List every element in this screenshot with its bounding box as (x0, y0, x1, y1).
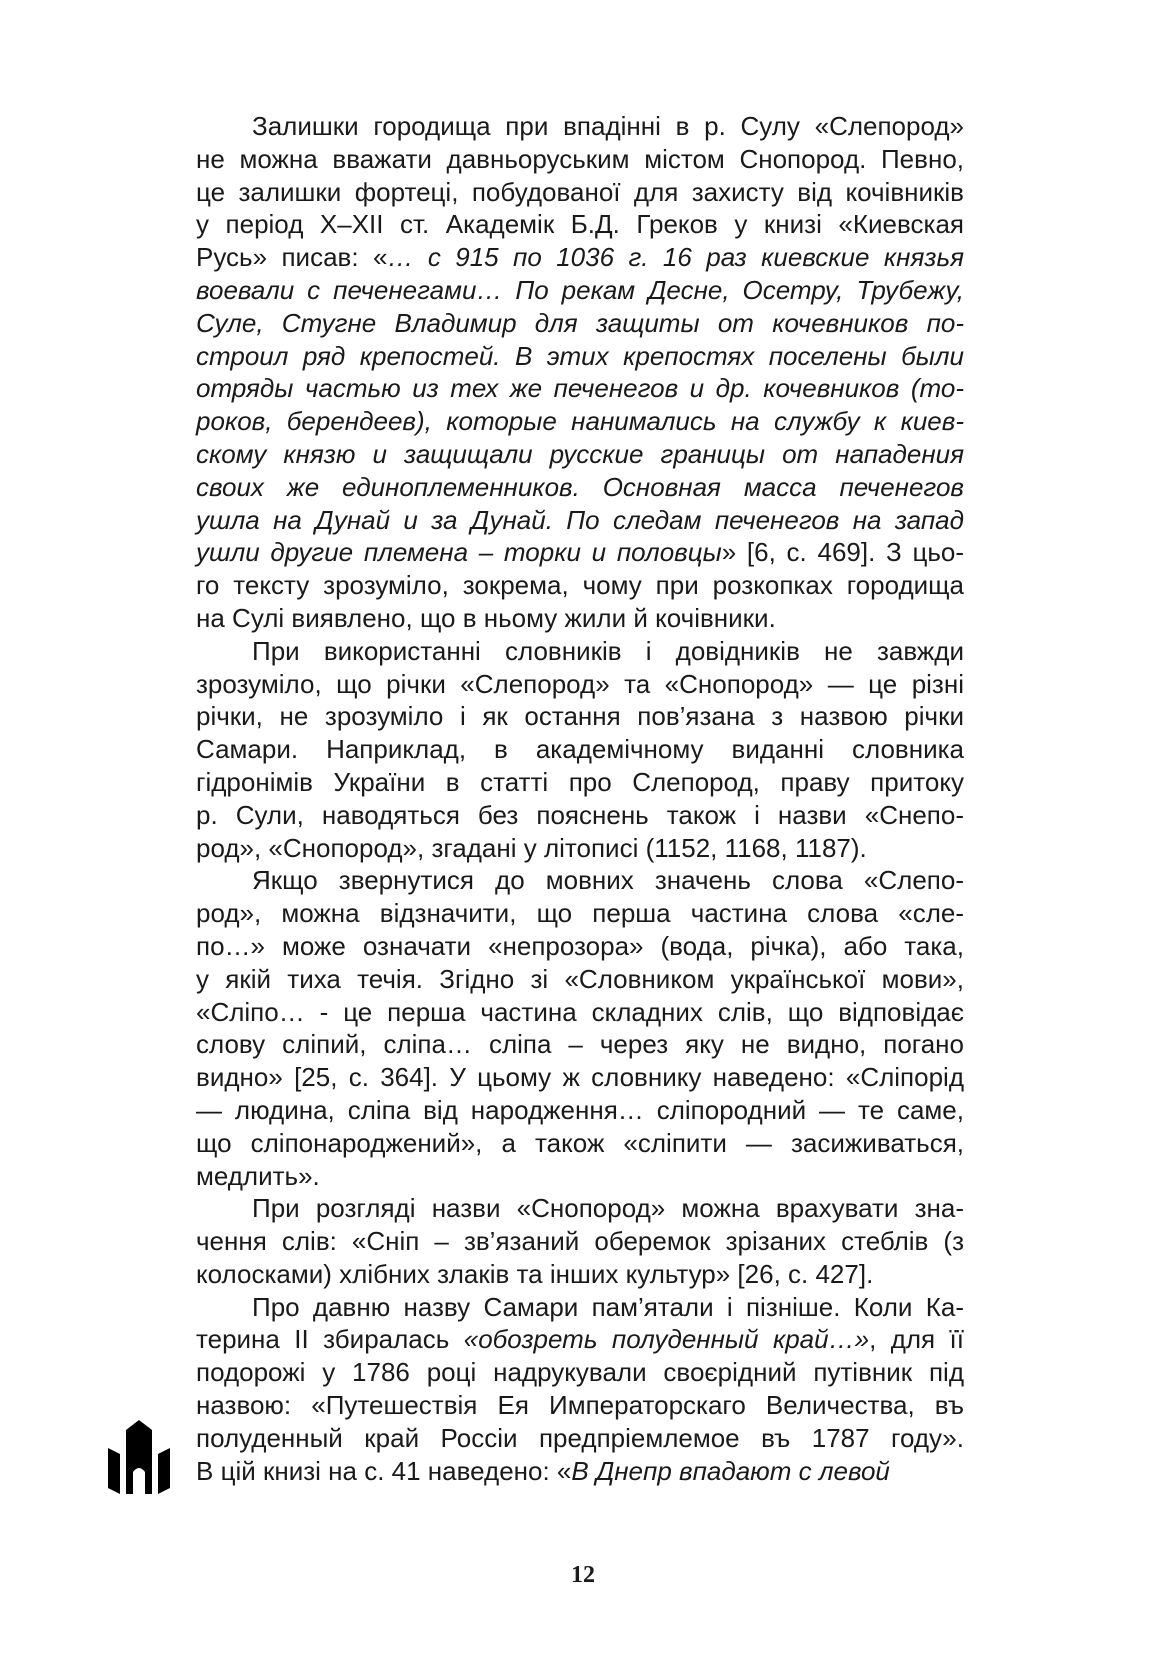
text-line (196, 668, 964, 701)
text-run: по…» може означати «непрозора» (вода, річка), або така, (196, 930, 964, 961)
text-run: полуденный край Россіи предпріемлемое въ 1787 году». (196, 1422, 964, 1453)
text-run: Про давню назву Самари пам’ятали і пізніше. Коли Ка- (252, 1291, 964, 1322)
text-line (196, 1323, 964, 1356)
text-line (196, 208, 964, 241)
text-line (196, 963, 964, 996)
text-line (196, 307, 964, 340)
text-run: у якій тиха течія. Згідно зі «Словником української мови», (196, 963, 964, 994)
text-line (196, 241, 964, 274)
italic-text-run: Суле, Стугне Владимир для защиты от кочевников по- (196, 307, 964, 338)
text-line (196, 1061, 964, 1094)
italic-text-run: своих же единоплеменников. Основная масса печенегов (196, 471, 964, 502)
text-run: назвою: «Путешествія Ея Императорскаго Величества, въ (196, 1390, 964, 1421)
text-line (196, 176, 964, 209)
text-line (196, 340, 964, 373)
italic-text-run: … с 915 по 1036 г. 16 раз киевские князья (387, 242, 964, 273)
paragraph (196, 1192, 964, 1290)
text-line (196, 897, 964, 930)
italic-text-run: скому князю и защищали русские границы от нападения (196, 438, 964, 469)
text-run: слову сліпий, сліпа… сліпа – через яку не видно, погано (196, 1029, 964, 1060)
text-line (196, 504, 964, 537)
text-line (196, 569, 964, 602)
text-run: у період Х–ХІІ ст. Академік Б.Д. Греков у книзі «Киевская (196, 209, 964, 240)
text-line (196, 405, 964, 438)
italic-text-run: ушла на Дунай и за Дунай. По следам печенегов на запад (196, 504, 964, 535)
text-line (196, 930, 964, 963)
text-line (196, 110, 964, 143)
text-line (196, 471, 964, 504)
paragraph (196, 635, 964, 865)
text-run: » [6, с. 469]. З цьо- (721, 537, 965, 568)
text-line (196, 635, 964, 668)
italic-text-run: «обозреть полуденный край…» (463, 1324, 870, 1355)
text-run: терина ІІ збиралась (196, 1324, 464, 1355)
text-run: річки, не зрозуміло і як остання пов’язана з назвою річки (196, 701, 964, 732)
italic-text-run: воевали с печенегами… По рекам Десне, Осетру, Трубежу, (196, 274, 964, 305)
text-line (196, 602, 964, 635)
text-line (196, 1258, 964, 1291)
text-line (196, 1422, 964, 1455)
paragraph (196, 864, 964, 1192)
text-line (196, 1094, 964, 1127)
text-run: на Сулі виявлено, що в ньому жили й кочівники. (196, 602, 776, 633)
text-run: Русь» писав: « (196, 242, 388, 273)
text-line (196, 1455, 964, 1488)
text-line (196, 536, 964, 569)
text-run: це залишки фортеці, побудованої для захисту від кочівників (196, 176, 964, 207)
text-run: Якщо звернутися до мовних значень слова «Слепо- (252, 865, 964, 896)
body-text (196, 110, 964, 1487)
italic-text-run: ушли другие племена – торки и половцы (196, 537, 722, 568)
text-line (196, 143, 964, 176)
text-line (196, 1192, 964, 1225)
text-line (196, 1225, 964, 1258)
text-run: род», «Снопород», згадані у літописі (1152, 1168, 1187). (196, 832, 867, 863)
text-line (196, 996, 964, 1029)
text-run: гідронімів України в статті про Слепород, праву притоку (196, 766, 964, 797)
text-run: Залишки городища при впадінні в р. Сулу «Слепород» (252, 111, 964, 141)
text-line (196, 438, 964, 471)
text-run: Самари. Наприклад, в академічному виданні словника (196, 734, 964, 765)
text-run: При розгляді назви «Снопород» можна врахувати зна- (252, 1193, 964, 1224)
text-line (196, 274, 964, 307)
text-run: При використанні словників і довідників не завжди (252, 635, 964, 666)
text-line (196, 1356, 964, 1389)
text-run: «Сліпо… - це перша частина складних слів, що відповідає (196, 996, 964, 1027)
text-run: не можна вважати давньоруським містом Снопород. Певно, (196, 143, 964, 174)
text-run: колосками) хлібних злаків та інших культур» [26, с. 427]. (196, 1258, 874, 1289)
italic-text-run: отряды частью из тех же печенегов и др. кочевников (то- (196, 373, 964, 404)
text-run: що сліпонароджений», а також «сліпити — засиживаться, (196, 1127, 964, 1158)
text-line (196, 832, 964, 865)
text-line (196, 700, 964, 733)
text-run: род», можна відзначити, що перша частина слова «сле- (196, 898, 964, 929)
text-run: зрозуміло, що річки «Слепород» та «Снопород» — це різні (196, 668, 964, 699)
text-line (196, 766, 964, 799)
text-run: р. Сули, наводяться без пояснень також і назви «Снепо- (196, 799, 964, 830)
page-number: 12 (571, 1562, 595, 1588)
paragraph (196, 110, 964, 635)
paragraph (196, 1291, 964, 1488)
italic-text-run: строил ряд крепостей. В этих крепостях поселены были (196, 340, 964, 371)
text-line (196, 1160, 964, 1193)
text-line (196, 372, 964, 405)
text-line (196, 1127, 964, 1160)
text-run: чення слів: «Сніп – зв’язаний оберемок зрізаних стеблів (з (196, 1226, 964, 1257)
italic-text-run: В Днепр впадают с левой (571, 1455, 890, 1486)
text-line (196, 1389, 964, 1422)
text-line (196, 1291, 964, 1324)
text-run: подорожі у 1786 році надрукували своєрідний путівник під (196, 1357, 964, 1388)
text-line (196, 864, 964, 897)
text-run: медлить». (196, 1160, 320, 1191)
text-run: — людина, сліпа від народження… сліпородний — те саме, (196, 1094, 964, 1125)
text-run: го тексту зрозуміло, зокрема, чому при розкопках городища (196, 570, 964, 601)
text-run: , для її (869, 1324, 964, 1355)
book-logo-icon (108, 1420, 170, 1494)
italic-text-run: роков, берендеев), которые нанимались на службу к киев- (196, 406, 964, 437)
text-line (196, 733, 964, 766)
text-line (196, 1028, 964, 1061)
text-run: видно» [25, с. 364]. У цьому ж словнику наведено: «Сліпорід (196, 1062, 964, 1093)
text-run: В цій книзі на с. 41 наведено: « (196, 1455, 572, 1486)
text-line (196, 799, 964, 832)
